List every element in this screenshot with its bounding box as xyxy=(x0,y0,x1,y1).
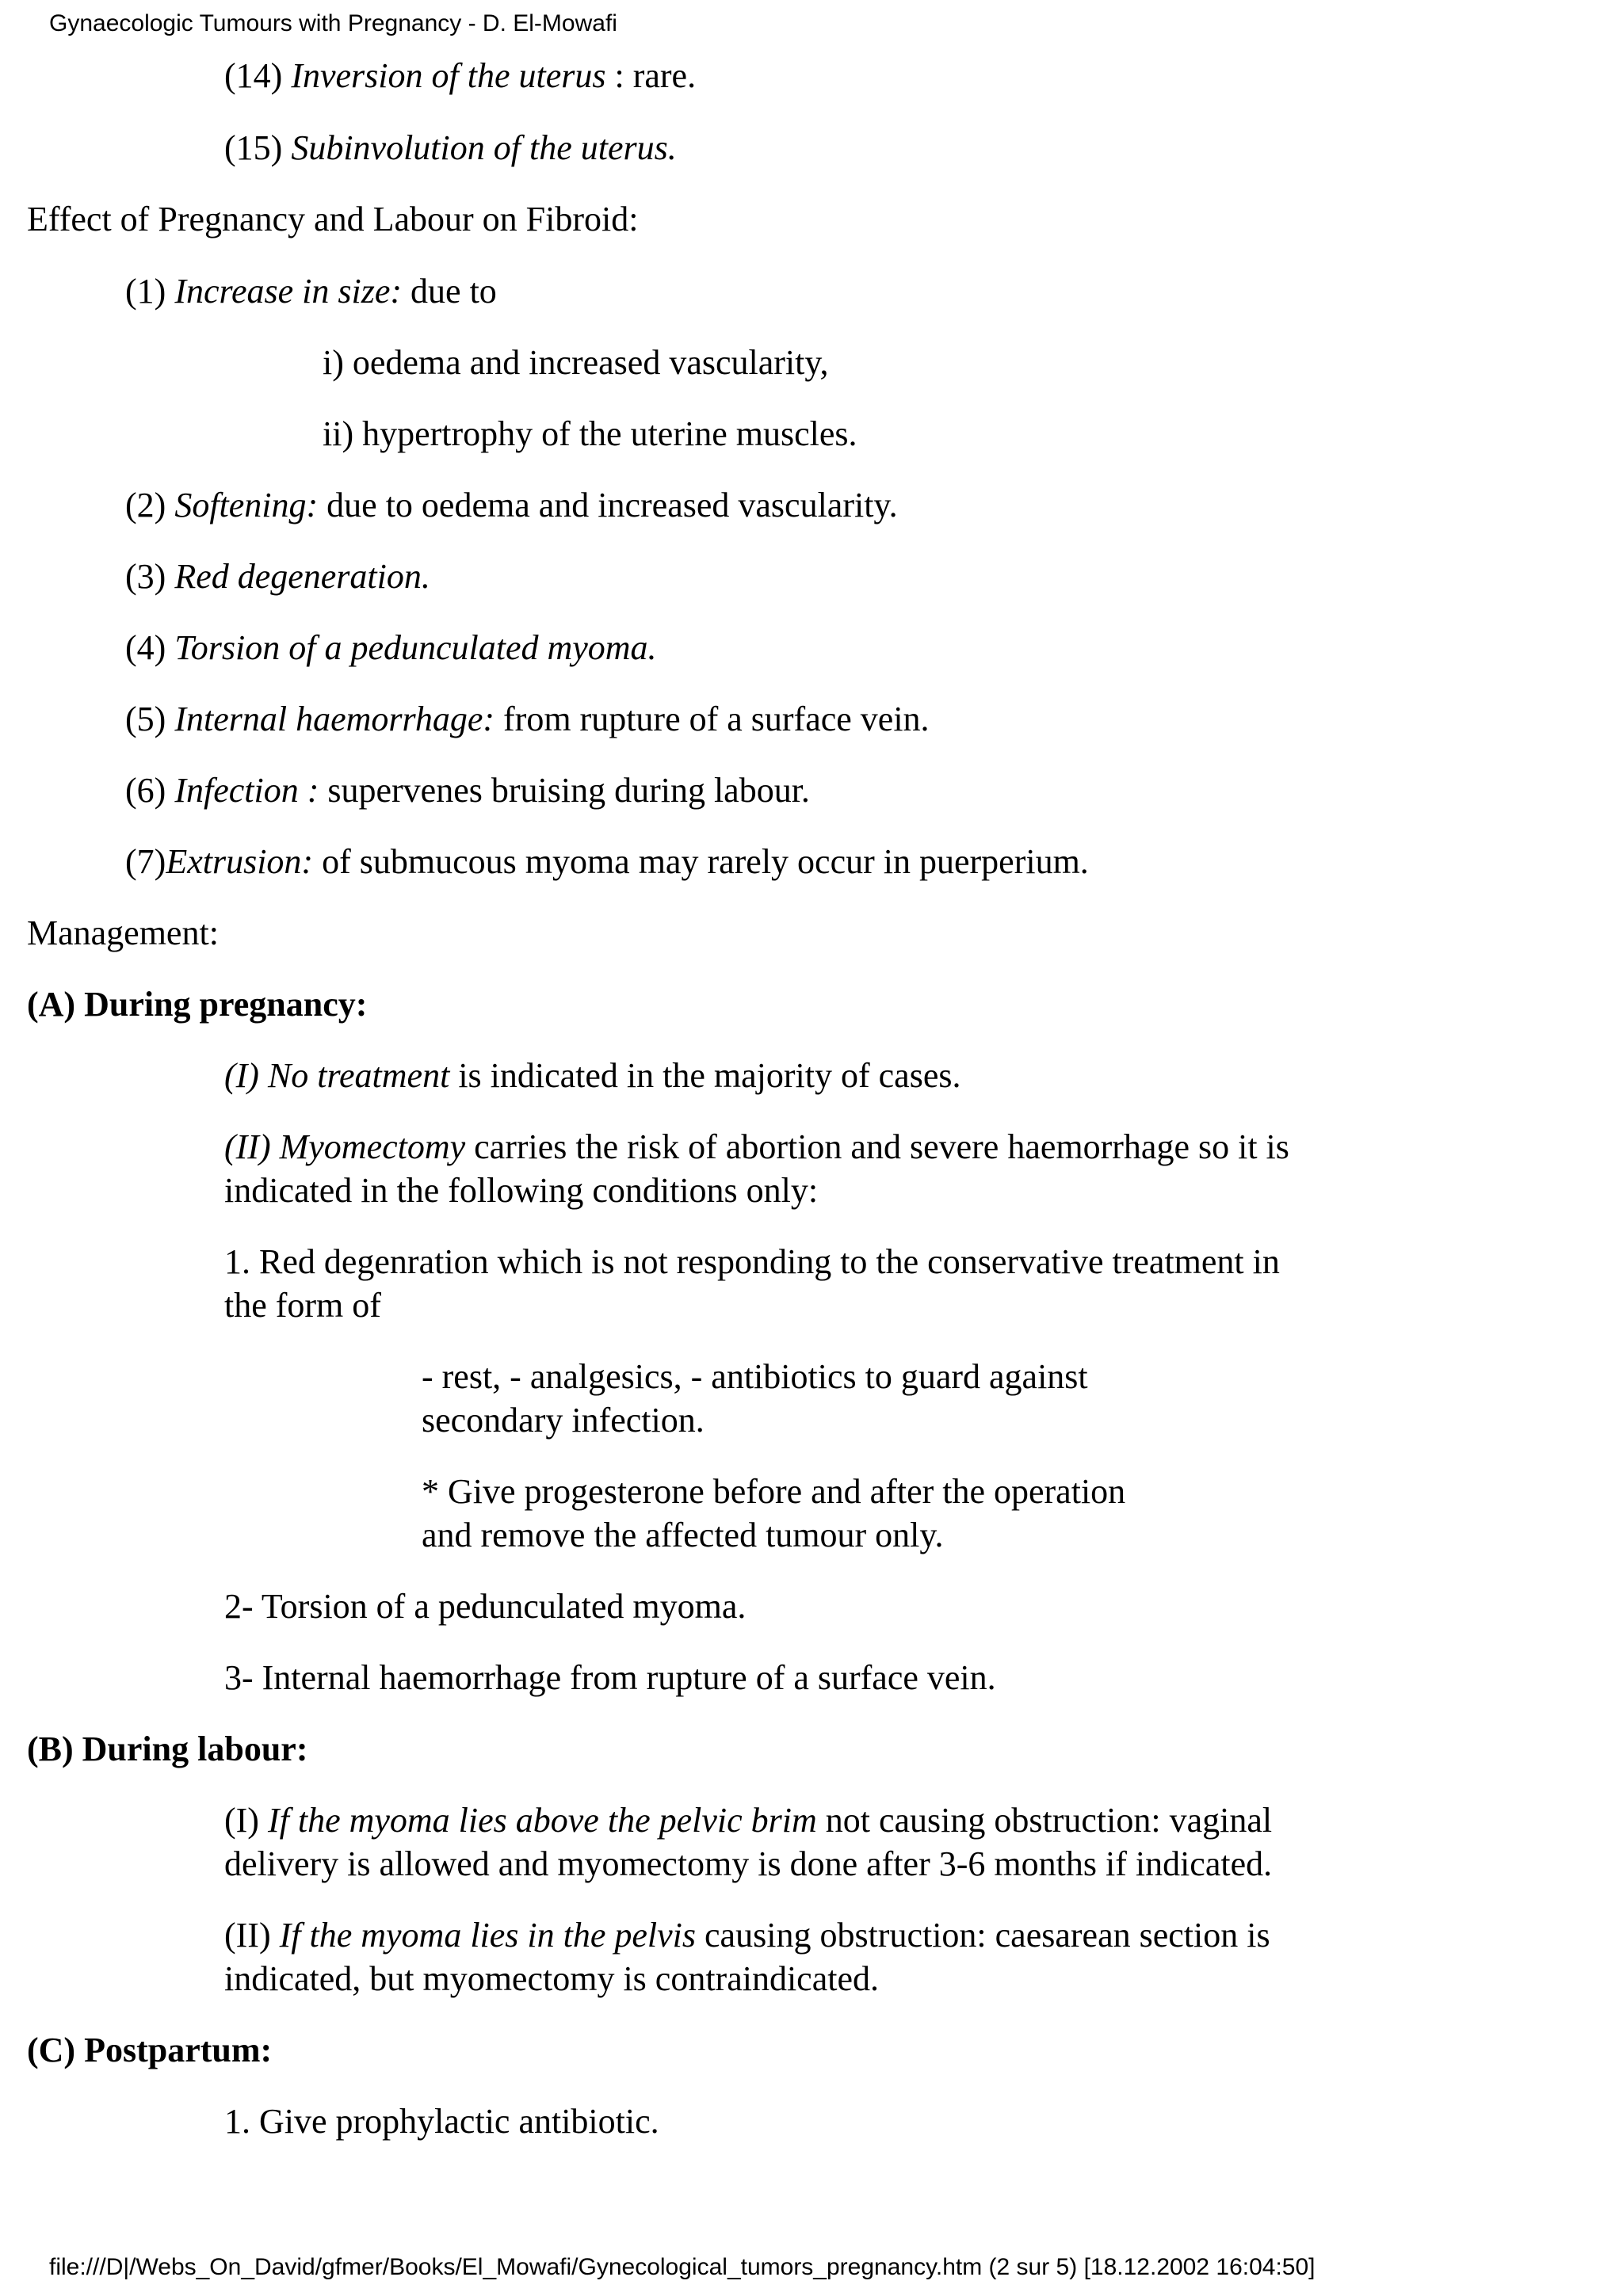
item-number: (1) xyxy=(125,272,166,311)
labour-para-2-line-2: indicated, but myomectomy is contraindicated. xyxy=(224,1959,879,1998)
list-item-15 xyxy=(224,126,677,170)
pregnancy-para-2-line-1 xyxy=(224,1125,1289,1169)
section-heading-effect: Effect of Pregnancy and Labour on Fibroid: xyxy=(27,200,639,238)
item-number: (3) xyxy=(125,557,166,596)
item-term: Extrusion: xyxy=(166,842,314,881)
postpartum-item-1: 1. Give prophylactic antibiotic. xyxy=(224,2102,659,2141)
para-term: If the myoma lies in the pelvis xyxy=(279,1916,697,1955)
item-term: Inversion of the uterus xyxy=(291,56,606,95)
effect-item-4 xyxy=(125,626,657,670)
pregnancy-para-2-line-2: indicated in the following conditions only: xyxy=(224,1171,819,1210)
item-number: (6) xyxy=(125,771,166,810)
para-text: carries the risk of abortion and severe haemorrhage so it is xyxy=(465,1127,1289,1166)
para-number: (I) xyxy=(224,1801,268,1840)
item-number: (2) xyxy=(125,486,166,524)
item-term: Red degeneration. xyxy=(174,557,430,596)
section-heading-management: Management: xyxy=(27,913,219,952)
condition-1-note-line-2: and remove the affected tumour only. xyxy=(422,1516,944,1554)
item-text: : rare. xyxy=(605,56,697,95)
effect-item-7 xyxy=(125,840,1089,884)
list-item-14 xyxy=(224,54,696,98)
effect-item-1-sub-ii: ii) hypertrophy of the uterine muscles. xyxy=(323,414,857,453)
pregnancy-para-1 xyxy=(224,1054,960,1098)
labour-para-2-line-1 xyxy=(224,1913,1270,1958)
condition-3: 3- Internal haemorrhage from rupture of a surface vein. xyxy=(224,1658,996,1697)
subheading-during-pregnancy: (A) During pregnancy: xyxy=(27,985,368,1024)
item-term: Subinvolution of the uterus. xyxy=(291,128,677,167)
labour-para-1-line-2: delivery is allowed and myomectomy is done after 3-6 months if indicated. xyxy=(224,1844,1273,1883)
para-text: causing obstruction: caesarean section is xyxy=(696,1916,1270,1955)
item-text: from rupture of a surface vein. xyxy=(495,700,930,738)
condition-1-treatment-line-1: - rest, - analgesics, - antibiotics to guard against xyxy=(422,1357,1088,1396)
item-term: Infection : xyxy=(174,771,319,810)
item-number: (5) xyxy=(125,700,166,738)
effect-item-1-sub-i: i) oedema and increased vascularity, xyxy=(323,343,829,382)
page-footer-path: file:///D|/Webs_On_David/gfmer/Books/El_Mowafi/Gynecological_tumors_pregnancy.htm (2 sur 5) [18.12.2002 16:04:50] xyxy=(49,2254,1316,2280)
item-number: (15) xyxy=(224,128,283,167)
effect-item-6 xyxy=(125,769,810,813)
effect-item-2 xyxy=(125,483,898,528)
item-number: (7) xyxy=(125,842,166,881)
condition-1-line-1: 1. Red degenration which is not responding to the conservative treatment in xyxy=(224,1242,1280,1281)
para-term: (I) No treatment xyxy=(224,1056,450,1095)
page-header-title: Gynaecologic Tumours with Pregnancy - D. El-Mowafi xyxy=(49,10,617,36)
item-term: Torsion of a pedunculated myoma. xyxy=(174,628,657,667)
effect-item-1 xyxy=(125,269,497,314)
condition-1-line-2: the form of xyxy=(224,1286,381,1325)
item-text: of submucous myoma may rarely occur in puerperium. xyxy=(313,842,1089,881)
effect-item-5 xyxy=(125,697,930,742)
condition-1-treatment-line-2: secondary infection. xyxy=(422,1401,705,1440)
para-term: (II) Myomectomy xyxy=(224,1127,466,1166)
labour-para-1-line-1 xyxy=(224,1798,1272,1843)
item-number: (4) xyxy=(125,628,166,667)
item-number: (14) xyxy=(224,56,283,95)
subheading-during-labour: (B) During labour: xyxy=(27,1730,308,1768)
subheading-postpartum: (C) Postpartum: xyxy=(27,2031,273,2069)
item-text: due to xyxy=(402,272,497,311)
para-number: (II) xyxy=(224,1916,280,1955)
effect-item-3 xyxy=(125,555,430,599)
condition-2: 2- Torsion of a pedunculated myoma. xyxy=(224,1587,747,1626)
item-term: Internal haemorrhage: xyxy=(174,700,495,738)
item-term: Softening: xyxy=(174,486,319,524)
item-text: due to oedema and increased vascularity. xyxy=(318,486,898,524)
item-term: Increase in size: xyxy=(174,272,403,311)
para-text: not causing obstruction: vaginal xyxy=(816,1801,1273,1840)
condition-1-note-line-1: * Give progesterone before and after the operation xyxy=(422,1472,1126,1511)
item-text: supervenes bruising during labour. xyxy=(319,771,810,810)
para-term: If the myoma lies above the pelvic brim xyxy=(267,1801,817,1840)
para-text: is indicated in the majority of cases. xyxy=(449,1056,961,1095)
